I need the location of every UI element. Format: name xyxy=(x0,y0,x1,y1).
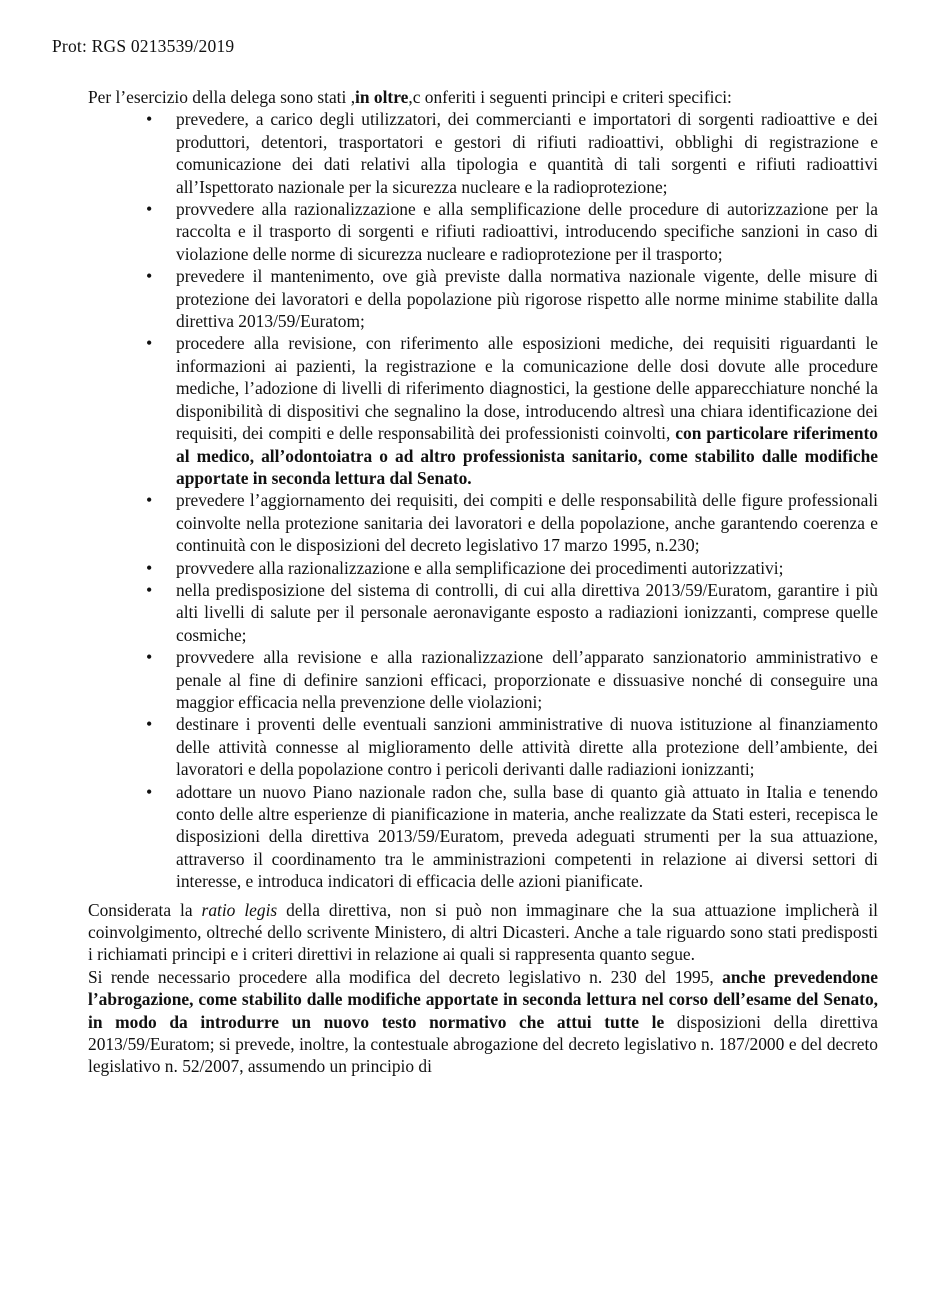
list-item: • procedere alla revisione, con riferimento alle esposizioni mediche, dei requisiti riguardanti le informazioni ai pazienti, la registrazione e la comunicazione delle dosi dovute alle procedure mediche, l’adozione di livelli di riferimento diagnostici, la gestione delle apparecchiature nonché la disponibilità di dispositivi che segnalino la dose, introducendo altresì una chiara identificazione dei requisiti, dei compiti e delle responsabilità dei professionisti coinvolti, con particolare riferimento al medico, all’odontoiatra o ad altro professionista sanitario, come stabilito dalle modifiche apportate in seconda lettura dal Senato. xyxy=(176,332,878,489)
list-item: • nella predisposizione del sistema di controlli, di cui alla direttiva 2013/59/Euratom, garantire i più alti livelli di salute per il personale aeronavigante esposto a radiazioni ionizzanti, comprese quelle cosmiche; xyxy=(176,579,878,646)
abrogation-paragraph: Si rende necessario procedere alla modifica del decreto legislativo n. 230 del 1995, anche prevedendone l’abrogazione, come stabilito dalle modifiche apportate in seconda lettura nel corso dell’esame del Senato, in modo da introdurre un nuovo testo normativo che attui tutte le disposizioni della direttiva 2013/59/Euratom; si prevede, inoltre, la contestuale abrogazione del decreto legislativo n. 187/2000 e del decreto legislativo n. 52/2007, assumendo un principio di xyxy=(88,966,879,1077)
intro-text-bold: in oltre xyxy=(355,87,409,107)
abrogation-bold: anche prevedendone l’abrogazione, come stabilito dalle modifiche apportate in seconda lettura nel corso dell’esame del Senato, in modo da introdurre un nuovo testo normativo che attui tutte le xyxy=(88,966,879,1032)
list-item-bold: con particolare riferimento al medico, all’odontoiatra o ad altro professionista sanitario, come stabilito dalle modifiche apportate in seconda lettura dal Senato. xyxy=(176,423,878,488)
ratio-legis-paragraph: Considerata la ratio legis della direttiva, non si può non immaginare che la sua attuazione implicherà il coinvolgimento, oltreché dello scrivente Ministero, di altri Dicasteri. Anche a tale riguardo sono stati predisposti i richiamati principi e i criteri direttivi in relazione ai quali si rappresenta quanto segue. xyxy=(88,899,879,965)
ratio-legis-italic: ratio legis xyxy=(201,899,278,920)
list-item: • prevedere il mantenimento, ove già previste dalla normativa nazionale vigente, delle misure di protezione dei lavoratori e della popolazione più rigorose rispetto alle norme minime stabilite dalla direttiva 2013/59/Euratom; xyxy=(176,265,878,332)
list-item: • destinare i proventi delle eventuali sanzioni amministrative di nuova istituzione al finanziamento delle attività connesse al miglioramento delle attività dirette alla protezione dell’ambiente, dei lavoratori e della popolazione contro i pericoli derivanti dalle radiazioni ionizzanti; xyxy=(176,713,878,780)
list-item: • prevedere l’aggiornamento dei requisiti, dei compiti e delle responsabilità delle figure professionali coinvolte nella protezione sanitaria dei lavoratori e della popolazione, anche garantendo coerenza e continuità con le disposizioni del decreto legislativo 17 marzo 1995, n.230; xyxy=(176,489,878,556)
intro-text-pre: Per l’esercizio della delega sono stati , xyxy=(88,87,356,107)
list-item: • provvedere alla razionalizzazione e alla semplificazione delle procedure di autorizzazione per la raccolta e il trasporto di sorgenti e rifiuti radioattivi, introducendo specifiche sanzioni in caso di violazione delle norme di sicurezza nucleare e radioprotezione per il trasporto; xyxy=(176,198,878,265)
list-item: • provvedere alla razionalizzazione e alla semplificazione dei procedimenti autorizzativi; xyxy=(176,557,878,579)
list-item: • adottare un nuovo Piano nazionale radon che, sulla base di quanto già attuato in Italia e tenendo conto delle altre esperienze di pianificazione in materia, anche realizzate da Stati esteri, recepisca le disposizioni della direttiva 2013/59/Euratom, preveda adeguati strumenti per la sua attuazione, attraverso il coordinamento tra le amministrazioni competenti in relazione ai diversi settori di interesse, e introduca indicatori di efficacia delle azioni pianificate. xyxy=(176,781,878,893)
list-item: • provvedere alla revisione e alla razionalizzazione dell’apparato sanzionatorio amministrativo e penale al fine di definire sanzioni efficaci, proporzionate e dissuasive nonché di conseguire una maggior efficacia nella prevenzione delle violazioni; xyxy=(176,646,878,713)
protocol-number: Prot: RGS 0213539/2019 xyxy=(52,36,235,56)
intro-paragraph xyxy=(88,86,878,108)
document-body xyxy=(88,86,878,1078)
criteria-list xyxy=(88,108,878,892)
intro-text-post: ,c onferiti i seguenti principi e criteri specifici: xyxy=(408,87,732,107)
list-item: • prevedere, a carico degli utilizzatori, dei commercianti e importatori di sorgenti radioattive e dei produttori, detentori, trasportatori e gestori di rifiuti radioattivi, obblighi di registrazione e comunicazione dei dati relativi alla tipologia e quantità di tali sorgenti e rifiuti radioattivi all’Ispettorato nazionale per la sicurezza nucleare e la radioprotezione; xyxy=(176,108,878,198)
